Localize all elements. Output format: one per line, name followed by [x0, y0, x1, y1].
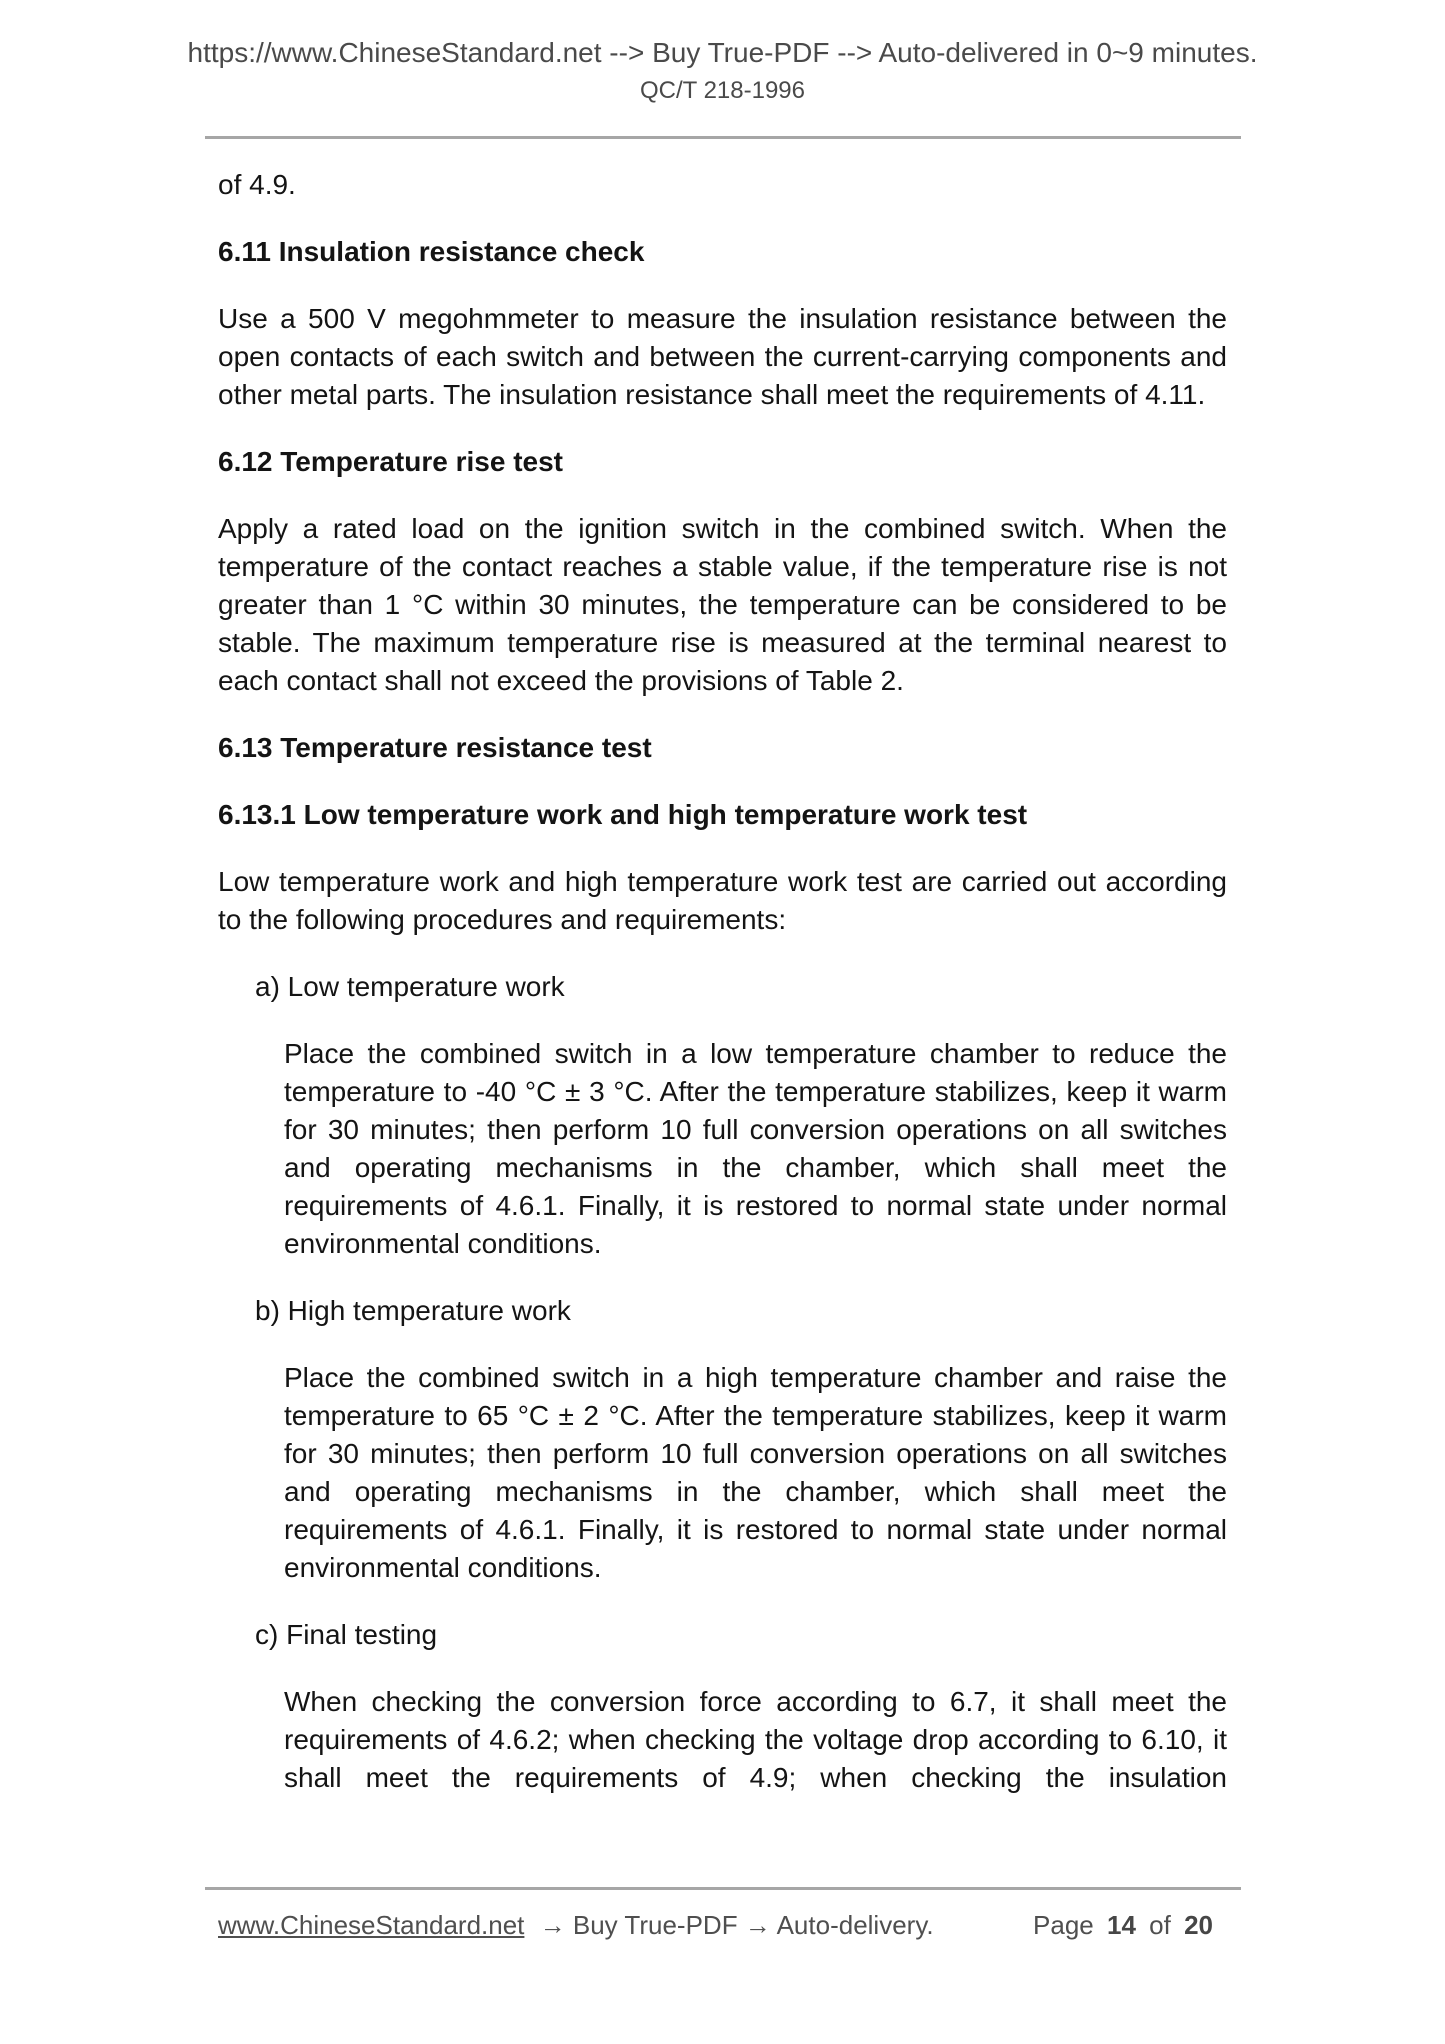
footer-promo [218, 1908, 934, 1942]
footer-promo-text: → Buy True-PDF → Auto-delivery. [539, 1910, 934, 1940]
page-indicator [1033, 1908, 1213, 1942]
header-divider [205, 136, 1241, 139]
section-heading-6-13: 6.13 Temperature resistance test [218, 732, 652, 763]
document-body [218, 166, 1227, 1797]
section-heading-6-13-1: 6.13.1 Low temperature work and high temperature work test [218, 799, 1028, 830]
page-header [0, 0, 1445, 106]
page-footer [218, 1908, 1227, 1942]
of-word: of [1149, 1910, 1171, 1940]
list-item-b-label: b) High temperature work [255, 1295, 571, 1326]
footer-divider [205, 1887, 1241, 1890]
list-item-c-paragraph: When checking the conversion force according to 6.7, it shall meet the requirements of 4.6.2; when checking the voltage drop according to 6.10, it shall meet the requirements of 4.9; when checking the insulation [284, 1686, 1227, 1793]
footer-website-link[interactable]: www.ChineseStandard.net [218, 1910, 525, 1940]
total-page-number: 20 [1184, 1910, 1213, 1940]
paragraph-temperature-rise: Apply a rated load on the ignition switch in the combined switch. When the temperature of the contact reaches a stable value, if the temperature rise is not greater than 1 °C within 30 minutes, the temperature can be considered to be stable. The maximum temperature rise is measured at the terminal nearest to each contact shall not exceed the provisions of Table 2. [218, 513, 1227, 696]
page-word: Page [1033, 1910, 1094, 1940]
paragraph-insulation-resistance: Use a 500 V megohmmeter to measure the insulation resistance between the open contacts of each switch and between the current-carrying components and other metal parts. The insulation resistance shall meet the requirements of 4.11. [218, 303, 1227, 410]
paragraph-procedures-intro: Low temperature work and high temperature work test are carried out according to the following procedures and requirements: [218, 866, 1227, 935]
current-page-number: 14 [1107, 1910, 1136, 1940]
list-item-c-label: c) Final testing [255, 1619, 438, 1650]
section-heading-6-12: 6.12 Temperature rise test [218, 446, 563, 477]
list-item-a-label: a) Low temperature work [255, 971, 565, 1002]
header-banner-text: https://www.ChineseStandard.net --> Buy True-PDF --> Auto-delivered in 0~9 minutes. [187, 37, 1258, 68]
section-heading-6-11: 6.11 Insulation resistance check [218, 236, 645, 267]
list-item-a-paragraph: Place the combined switch in a low temperature chamber to reduce the temperature to -40 °C ± 3 °C. After the temperature stabilizes, keep it warm for 30 minutes; then perform 10 full conversion operations on all switches and operating mechanisms in the chamber, which shall meet the requirements of 4.6.1. Finally, it is restored to normal state under normal environmental conditions. [284, 1038, 1227, 1259]
list-item-b-paragraph: Place the combined switch in a high temperature chamber and raise the temperature to 65 °C ± 2 °C. After the temperature stabilizes, keep it warm for 30 minutes; then perform 10 full conversion operations on all switches and operating mechanisms in the chamber, which shall meet the requirements of 4.6.1. Finally, it is restored to normal state under normal environmental conditions. [284, 1362, 1227, 1583]
paragraph-continuation: of 4.9. [218, 169, 296, 200]
standard-code: QC/T 218-1996 [640, 77, 805, 104]
